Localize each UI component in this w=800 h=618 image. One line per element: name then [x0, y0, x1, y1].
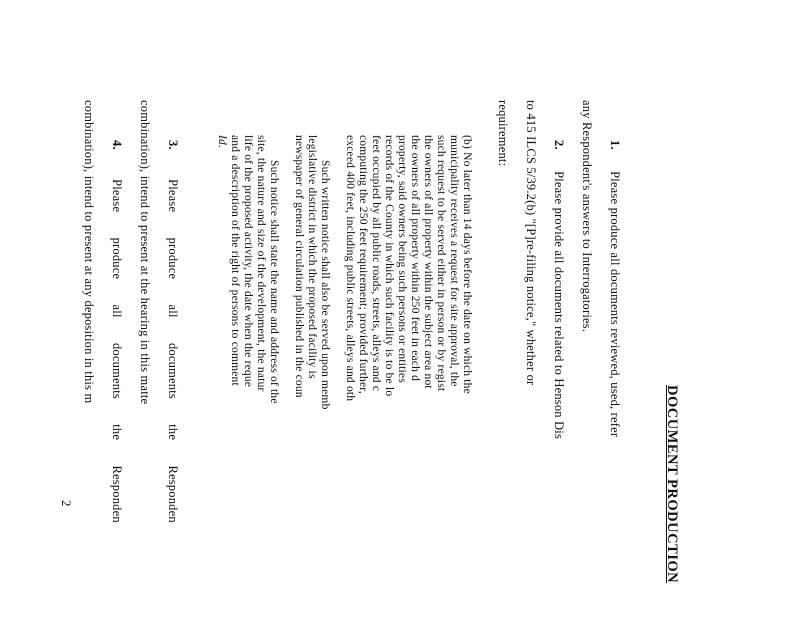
quote-line: municipality receives a request for site approval, the — [448, 135, 460, 387]
quote-line: feet occupied by all public roads, streets, alleys and c — [370, 135, 382, 392]
item-2-cont: requirement: — [496, 100, 510, 167]
item-number: 3. — [166, 140, 180, 150]
quote-line: newspaper of general circulation published in the coun — [293, 135, 305, 398]
item-text: Please produce all documents the Responden — [110, 179, 124, 523]
quote-line: the owners of all property within the subject area not — [422, 135, 434, 389]
item-3-cont: combination), intend to present at the hearing in this matte — [138, 100, 152, 405]
page-number: 2 — [59, 500, 74, 507]
quote-line: Such notice shall state the name and address of the — [268, 160, 280, 404]
item-4-cont: combination), intend to present at any deposition in this m — [82, 100, 96, 404]
item-text: Please produce all documents the Responden — [166, 179, 180, 523]
quote-line: (b) No later than 14 days before the date on which the — [461, 135, 473, 394]
item-number: 1. — [608, 140, 622, 150]
document-title: DOCUMENT PRODUCTION — [664, 385, 680, 584]
quote-line: such request to be served either in person or by regist — [435, 135, 447, 392]
quote-line: site, the nature and size of the development, the natur — [255, 135, 267, 392]
item-number: 4. — [110, 140, 124, 150]
item-number: 2. — [552, 140, 566, 150]
quote-line: legislative district in which the proposed facility is — [306, 135, 318, 379]
quote-line: Such written notice shall also be served upon memb — [319, 160, 331, 410]
id-citation: Id. — [216, 135, 228, 149]
quote-line: exceed 400 feet, including public streets, alleys and oth — [344, 135, 356, 402]
item-3 — [165, 140, 180, 523]
quote-line: property, said owners being such persons or entities — [396, 135, 408, 383]
item-2 — [551, 140, 566, 439]
item-2-cont: to 415 ILCS 5/39.2(b) "[P]re-filing notice," whether or — [524, 100, 538, 386]
quote-line: and a description of the right of persons to comment — [229, 135, 241, 386]
item-1 — [607, 140, 622, 437]
item-4 — [109, 140, 124, 523]
quote-line: computing the 250 feet requirement; provided further, — [357, 135, 369, 394]
item-text: Please provide all documents related to Henson Dis — [552, 171, 566, 440]
item-1-cont: any Respondent's answers to Interrogatories. — [580, 100, 594, 333]
quote-line: life of the proposed activity, the date when the reque — [242, 135, 254, 388]
quote-line: the owners of all property within 250 feet in each d — [409, 135, 421, 382]
item-text: Please produce all documents reviewed, used, refer — [608, 171, 622, 438]
quote-line: records of the County in which such facility is to be lo — [383, 135, 395, 397]
